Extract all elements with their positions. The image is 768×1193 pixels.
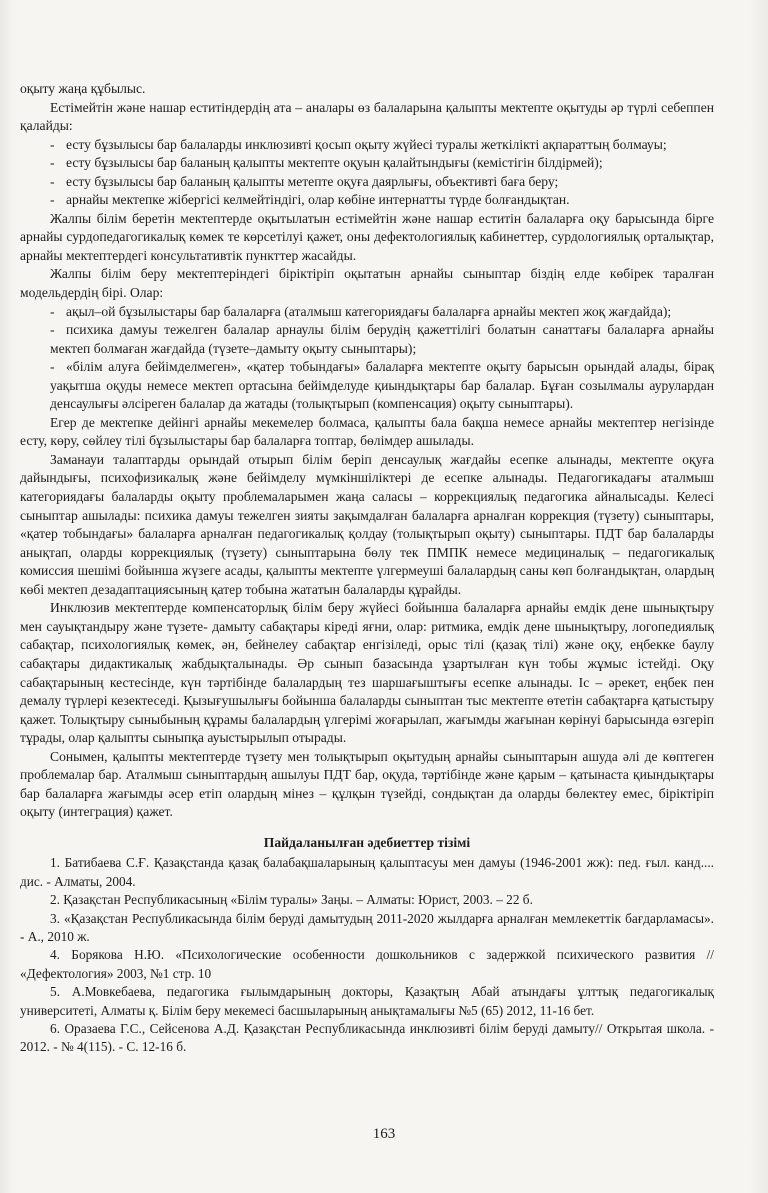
reference-item: 3. «Қазақстан Республикасында білім беруді дамытудың 2011-2020 жылдарға арналған мемлекеттік бағдарламасы». - А., 2010 ж.: [20, 910, 714, 945]
paragraph: Жалпы білім беретін мектептерде оқытылатын естімейтін және нашар еститін балаларға оқу барысында бірге арнайы сурдопедагогикалық көмек те көрсетілуі қажет, оны дефектологиялық кабинеттер, сурдологиялық орталықтар, арнайы мектептердегі консультативтік пункттер жасайды.: [20, 210, 714, 263]
list-item: - арнайы мектепке жібергісі келмейтіндігі, олар көбіне интернатты түрде болғандықтан.: [50, 192, 570, 208]
reference-item: 6. Оразаева Г.С., Сейсенова А.Д. Қазақстан Республикасында инклюзивті білім беруді дамыту// Открытая школа. - 2012. - № 4(115). - С. 12-16 б.: [20, 1021, 714, 1055]
list-item-text: есту бұзылысы бар баланың қалыпты мектепте оқуын қалайтындығы (кемістігін білдірмей);: [66, 155, 603, 171]
list-item-text: есту бұзылысы бар баланың қалыпты метепте оқуға даярлығы, объективті баға беру;: [66, 173, 559, 189]
list-item-text: психика дамуы тежелген балалар арнаулы білім берудің қажеттілігі болатын санаттағы балаларға арнайы мектеп болмаған жағдайда (түзете–дамыту оқыту сыныптары);: [50, 322, 714, 356]
reference-item: 4. Борякова Н.Ю. «Психологические особенности дошкольников с задержкой психического развития // «Дефектология» 2003, №1 стр. 10: [20, 947, 714, 981]
paragraph: Заманауи талаптарды орындай отырып білім беріп денсаулық жағдайы есепке алынады, мектепте оқуға дайындығы, психофизикалық және бейімделу мүмкіншіліктері де есепке алынады. Педагогикадағы аталмыш категориядағы балаларды оқыту проблемаларымен жаңа саласы – коррекциялық педагогика айналысады. Келесі сыныптар ашылады: психика дамуы тежелген зияты зақымдалған балаларға арналған коррекция (түзету) сыныптары, «қатер тобындағы» балаларға арналған педагогикалық қолдау (толықтырып оқыту) сыныптары. ПДТ бар балаларды анықтап, оларды коррекциялық (түзету) сыныптарына бөлу тек ПМПК немесе медициналық – педагогикалық комиссия шешімі бойынша жүзеге асады, қалыпты мектепте үлгермеуші балалардың саны көп болғандықтан, олардың көбі мектеп дезадаптациясының қатер тобына жататын балаларды құрайды.: [20, 451, 714, 597]
list-item: - есту бұзылысы бар балаларды инклюзивті қосып оқыту жүйесі туралы жеткілікті ақпараттың болмауы;: [50, 136, 667, 152]
reference-item: 2. Қазақстан Республикасының «Білім туралы» Заңы. – Алматы: Юрист, 2003. – 22 б.: [50, 892, 533, 908]
paragraph: Жалпы білім беру мектептеріндегі біріктіріп оқытатын арнайы сыныптар біздің елде көбірек таралған модельдердің бірі. Олар:: [20, 266, 714, 301]
paragraph: Сонымен, қалыпты мектептерде түзету мен толықтырып оқытудың арнайы сыныптарын ашуда әлі де көптеген проблемалар бар. Аталмыш сыныптардың ашылуы ПДТ бар, оқуда, тәртібінде және қарым – қатынаста қиындықтары бар балаларға жағымды әсер етіп олардың мінез – құлқын түзейді, сондықтан да оларды бөлектеу емес, біріктіріп оқыту (интеграция) қажет.: [20, 748, 714, 820]
references-title: Пайдаланылған әдебиеттер тізімі: [263, 834, 471, 850]
paragraph: оқыту жаңа құбылыс.: [20, 81, 146, 96]
list-item: - «білім алуға бейімделмеген», «қатер тобындағы» балаларға мектепте оқыту барысын орындай алады, бірақ уақытша оқуды немесе мектеп ортасына бейімделуде қиындықтары бар балалар. Бұған созылмалы аурулардан денсаулығы әлсіреген балалар да жатады (толықтырып (компенсация) оқыту сыныптары).: [50, 359, 714, 412]
references-list: [20, 854, 714, 1056]
list-item: - есту бұзылысы бар баланың қалыпты метепте оқуға даярлығы, объективті баға беру;: [50, 173, 559, 189]
list-item-text: ақыл–ой бұзылыстары бар балаларға (аталмыш категориядағы балаларға арнайы мектеп жоқ жағдайда);: [66, 303, 672, 319]
list-item-text: арнайы мектепке жібергісі келмейтіндігі, олар көбіне интернатты түрде болғандықтан.: [66, 192, 570, 208]
main-text: [20, 80, 714, 1057]
paragraph: Естімейтін және нашар еститіндердің ата – аналары өз балаларына қалыпты мектепте оқытуды әр түрлі себеппен қалайды:: [20, 99, 714, 134]
list-item: - ақыл–ой бұзылыстары бар балаларға (аталмыш категориядағы балаларға арнайы мектеп жоқ жағдайда);: [50, 303, 672, 319]
page-number: 163: [372, 1126, 396, 1142]
paragraph: Инклюзив мектептерде компенсаторлық білім беру жүйесі бойынша балаларға арнайы емдік дене шынықтыру мен сауықтандыру және түзете- дамыту сабақтары кіреді яғни, олар: ритмика, емдік дене шынықтыру, логопедиялық сабақтар, психологиялық көмек, ән, бейнелеу сабақтар енгізіледі, орыс тілі (қазақ тілі) және оқу, еңбекке баулу сабақтары дидактикалық жабдықталынады. Әр сынып базасында ұзартылған күн тобы жұмыс істейді. Оқу сабақтарының кестесінде, күн тәртібінде балалардың тез шаршағыштығы есепке алынады. Іс – әрекет, еңбек пен демалу түрлері кезектеседі. Қызығушылығы бойынша балаларды сыныптан тыс мектепте өтетін сабақтарға қатыстыру қажет. Толықтыру сыныбының құрамы балалардың үлгерімі жоғарылап, жағымды жағынан көрінуі барысында өзгеріп тұрады, олар қалыпты сыныпқа ауыстырылып отырады.: [20, 600, 714, 746]
reference-item: 1. Батибаева С.Ғ. Қазақстанда қазақ балабақшаларының қалыптасуы мен дамуы (1946-2001 жж): пед. ғыл. канд.... дис. - Алматы, 2004.: [20, 855, 714, 889]
paragraph: Егер де мектепке дейінгі арнайы мекемелер болмаса, қалыпты бала бақша немесе арнайы мектептер негізінде есту, көру, сөйлеу тілі бұзылыстары бар балаларға топтар, бөлімдер ашылады.: [20, 414, 714, 449]
list-item-text: есту бұзылысы бар балаларды инклюзивті қосып оқыту жүйесі туралы жеткілікті ақпараттың болмауы;: [66, 136, 667, 152]
reference-item: 5. А.Мовкебаева, педагогика ғылымдарының докторы, Қазақтың Абай атындағы ұлттық педагогикалық университеті, Алматы қ. Білім беру мекемесі басшыларының анықтамалығы №5 (65) 2012, 11-16 бет.: [20, 984, 714, 1018]
list-item: - психика дамуы тежелген балалар арнаулы білім берудің қажеттілігі болатын санаттағы балаларға арнайы мектеп болмаған жағдайда (түзете–дамыту оқыту сыныптары);: [50, 322, 714, 356]
list-item-text: «білім алуға бейімделмеген», «қатер тобындағы» балаларға мектепте оқыту барысын орындай алады, бірақ уақытша оқуды немесе мектеп ортасына бейімделуде қиындықтары бар балалар. Бұған созылмалы аурулардан денсаулығы әлсіреген балалар да жатады (толықтырып (компенсация) оқыту сыныптары).: [50, 359, 714, 412]
list-item: - есту бұзылысы бар баланың қалыпты мектепте оқуын қалайтындығы (кемістігін білдірмей);: [50, 155, 603, 171]
